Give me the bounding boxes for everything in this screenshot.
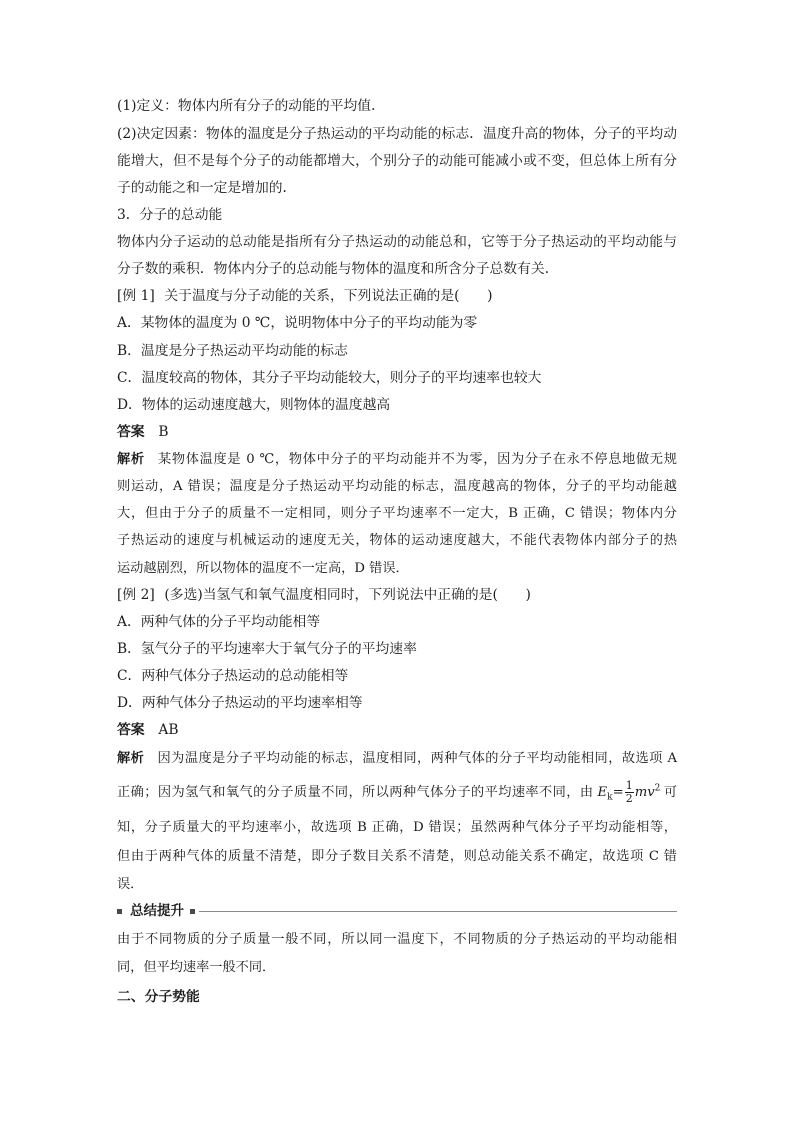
- document-page: [117, 93, 677, 1014]
- example2-tag: [例 2]: [117, 586, 155, 603]
- formula-equals: =: [612, 785, 624, 801]
- formula-fraction: [625, 780, 634, 805]
- formula-symbol: E: [597, 785, 608, 801]
- factor-line: 能增大，但不是每个分子的动能都增大，个别分子的动能可能减小或不变，但总体上所有分: [117, 152, 677, 169]
- summary-heading: [117, 898, 677, 925]
- example1-option-a: A．某物体的温度为 0 ℃，说明物体中分子的平均动能为零: [117, 315, 478, 332]
- formula-denominator: 2: [625, 792, 633, 806]
- example2-option-d: D．两种气体分子热运动的平均速率相等: [117, 695, 363, 712]
- example2-analysis-line: 误．: [117, 877, 144, 893]
- answer-value: B: [158, 423, 169, 440]
- summary-line: 同，但平均速率一般不同．: [117, 960, 276, 976]
- example2-analysis-line: 知，分子质量大的平均速率小，故选项 B 正确，D 错误；虽然两种气体分子平均动能相等，: [117, 820, 677, 836]
- section-heading-total-ke: 3．分子的总动能: [117, 206, 223, 223]
- analysis-text: 因为温度是分子平均动能的标志，温度相同，两种气体的分子平均动能相同，故选项 A: [157, 751, 678, 767]
- example2-analysis-line: [117, 744, 677, 773]
- analysis-label: 解析: [117, 751, 145, 767]
- analysis-label: 解析: [117, 452, 145, 468]
- summary-title: 总结提升: [130, 903, 184, 920]
- answer-value: AB: [158, 722, 179, 739]
- total-ke-line: 分子数的乘积．物体内分子的总动能与物体的温度和所含分子总数有关．: [117, 261, 559, 278]
- formula-term: mv: [634, 785, 655, 801]
- definition-line: (1)定义：物体内所有分子的动能的平均值．: [117, 98, 385, 115]
- example1-analysis-line: 运动越剧烈，所以物体的温度不一定高，D 错误．: [117, 560, 409, 576]
- example1-option-c: C．温度较高的物体，其分子平均动能较大，则分子的平均速率也较大: [117, 369, 542, 386]
- example1-question: [117, 283, 677, 310]
- example2-question-text: (多选)当氢气和氧气温度相同时，下列说法中正确的是( ): [164, 586, 531, 603]
- total-ke-line: 物体内分子运动的总动能是指所有分子热运动的动能总和，它等于分子热运动的平均动能与: [117, 234, 677, 251]
- square-marker-icon: [117, 909, 122, 914]
- example2-question: [117, 582, 677, 609]
- example2-option-c: C．两种气体分子热运动的总动能相等: [117, 668, 349, 685]
- factor-line: (2)决定因素：物体的温度是分子热运动的平均动能的标志．温度升高的物体，分子的平均动: [117, 125, 677, 142]
- example1-answer: [117, 419, 677, 446]
- formula-subscript: k: [607, 793, 613, 804]
- answer-label: 答案: [117, 423, 145, 440]
- example1-option-b: B．温度是分子热运动平均动能的标志: [117, 342, 348, 359]
- example1-question-text: 关于温度与分子动能的关系，下列说法正确的是( ): [164, 288, 493, 305]
- kinetic-energy-formula: [598, 780, 661, 805]
- analysis-text: 可: [663, 785, 678, 801]
- summary-divider: [199, 911, 677, 912]
- example1-analysis-line: [117, 446, 677, 473]
- analysis-text: 正确；因为氢气和氧气的分子质量不同，所以两种气体分子的平均速率不同，由: [117, 785, 594, 801]
- factor-line: 子的动能之和一定是增加的．: [117, 179, 297, 196]
- formula-numerator: 1: [625, 779, 633, 793]
- analysis-text: 某物体温度是 0 ℃，物体中分子的平均动能并不为零，因为分子在永不停息地做无规: [157, 452, 677, 468]
- example1-analysis-line: 大，但由于分子的质量不一定相同，则分子平均速率不一定大，B 正确，C 错误；物体内分: [117, 506, 677, 522]
- example2-option-b: B．氢气分子的平均速率大于氧气分子的平均速率: [117, 640, 417, 657]
- summary-line: 由于不同物质的分子质量一般不同，所以同一温度下，不同物质的分子热运动的平均动能相: [117, 932, 677, 948]
- example1-analysis-line: 子热运动的速度与机械运动的速度无关，物体的运动速度越大，不能代表物体内部分子的热: [117, 533, 677, 549]
- example1-analysis-line: 则运动，A 错误；温度是分子热运动平均动能的标志，温度越高的物体，分子的平均动能越: [117, 479, 677, 495]
- example2-option-a: A．两种气体的分子平均动能相等: [117, 613, 321, 630]
- example2-answer: [117, 717, 677, 744]
- example2-analysis-line: 但由于两种气体的质量不清楚，即分子数目关系不清楚，则总动能关系不确定，故选项 C 错: [117, 849, 677, 865]
- example1-tag: [例 1]: [117, 288, 155, 305]
- square-marker-icon: [190, 909, 195, 914]
- section-heading-potential-energy: 二、分子势能: [117, 989, 200, 1006]
- formula-exponent: 2: [654, 784, 661, 794]
- answer-label: 答案: [117, 722, 145, 739]
- example1-option-d: D．物体的运动速度越大，则物体的温度越高: [117, 396, 391, 413]
- example2-analysis-line: [117, 773, 677, 813]
